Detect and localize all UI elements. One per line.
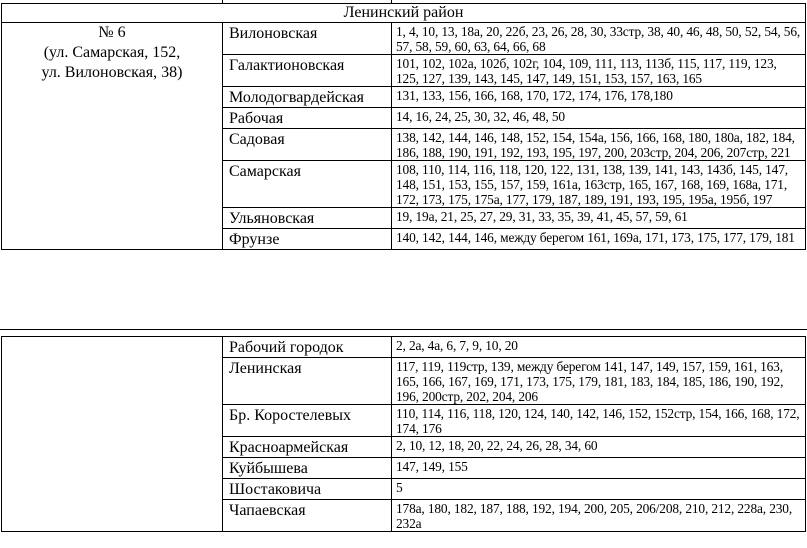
house-numbers: 147, 149, 155 bbox=[392, 458, 806, 479]
table-row bbox=[2, 23, 806, 55]
house-numbers: 14, 16, 24, 25, 30, 32, 46, 48, 50 bbox=[392, 108, 806, 129]
street-name: Галактионовская bbox=[223, 55, 392, 87]
house-numbers: 138, 142, 144, 146, 148, 152, 154, 154а, 156, 166, 168, 180, 180а, 182, 184, 186, 188, 190, 191, 192, 193, 195, 197, 200, 203стр, 204, 206, 207стр, 221 bbox=[392, 129, 806, 161]
school-district-table bbox=[1, 3, 806, 250]
house-numbers: 108, 110, 114, 116, 118, 120, 122, 131, 138, 139, 141, 143, 143б, 145, 147, 148, 151, 153, 155, 157, 159, 161а, 163стр, 165, 167, 168, 169, 168а, 171, 172, 173, 175, 175а, 177, 179, 187, 189, 191, 193, 195, 195а, 195б, 197 bbox=[392, 161, 806, 208]
street-name: Куйбышева bbox=[223, 458, 392, 479]
street-name: Вилоновская bbox=[223, 23, 392, 55]
street-name: Самарская bbox=[223, 161, 392, 208]
street-name: Ленинская bbox=[223, 358, 392, 405]
page-break-line bbox=[0, 329, 807, 330]
street-name: Садовая bbox=[223, 129, 392, 161]
street-name: Ульяновская bbox=[223, 208, 392, 229]
house-numbers: 2, 10, 12, 18, 20, 22, 24, 26, 28, 34, 60 bbox=[392, 437, 806, 458]
street-name: Красноармейская bbox=[223, 437, 392, 458]
school-district-table-continued bbox=[1, 336, 806, 532]
street-name: Фрунзе bbox=[223, 229, 392, 250]
school-address-line: (ул. Самарская, 152, bbox=[43, 44, 181, 61]
house-numbers: 131, 133, 156, 166, 168, 170, 172, 174, 176, 178,180 bbox=[392, 87, 806, 108]
school-address-line: ул. Вилоновская, 38) bbox=[41, 64, 183, 81]
table-row bbox=[2, 337, 806, 358]
house-numbers: 140, 142, 144, 146, между берегом 161, 169а, 171, 173, 175, 177, 179, 181 bbox=[392, 229, 806, 250]
street-name: Чапаевская bbox=[223, 500, 392, 532]
house-numbers: 110, 114, 116, 118, 120, 124, 140, 142, 146, 152, 152стр, 154, 166, 168, 172, 174, 176 bbox=[392, 405, 806, 437]
street-name: Молодогвардейская bbox=[223, 87, 392, 108]
street-name: Бр. Коростелевых bbox=[223, 405, 392, 437]
district-name: Ленинский район bbox=[2, 4, 806, 23]
street-name: Шостаковича bbox=[223, 479, 392, 500]
house-numbers: 101, 102, 102а, 102б, 102г, 104, 109, 111, 113, 113б, 115, 117, 119, 123, 125, 127, 139, 143, 145, 147, 149, 151, 153, 157, 163, 165 bbox=[392, 55, 806, 87]
school-cell-continued bbox=[2, 337, 223, 532]
house-numbers: 19, 19а, 21, 25, 27, 29, 31, 33, 35, 39, 41, 45, 57, 59, 61 bbox=[392, 208, 806, 229]
street-name: Рабочий городок bbox=[223, 337, 392, 358]
house-numbers: 1, 4, 10, 13, 18а, 20, 22б, 23, 26, 28, 30, 33стр, 38, 40, 46, 48, 50, 52, 54, 56, 57, 58, 59, 60, 63, 64, 66, 68 bbox=[392, 23, 806, 55]
house-numbers: 178а, 180, 182, 187, 188, 192, 194, 200, 205, 206/208, 210, 212, 228а, 230, 232а bbox=[392, 500, 806, 532]
street-name: Рабочая bbox=[223, 108, 392, 129]
house-numbers: 117, 119, 119стр, 139, между берегом 141, 147, 149, 157, 159, 161, 163, 165, 166, 167, 169, 171, 173, 175, 179, 181, 183, 184, 185, 186, 190, 192, 196, 200стр, 202, 204, 206 bbox=[392, 358, 806, 405]
school-number: № 6 bbox=[98, 24, 126, 41]
school-cell bbox=[2, 23, 223, 250]
house-numbers: 5 bbox=[392, 479, 806, 500]
district-header-row bbox=[2, 4, 806, 23]
house-numbers: 2, 2а, 4а, 6, 7, 9, 10, 20 bbox=[392, 337, 806, 358]
